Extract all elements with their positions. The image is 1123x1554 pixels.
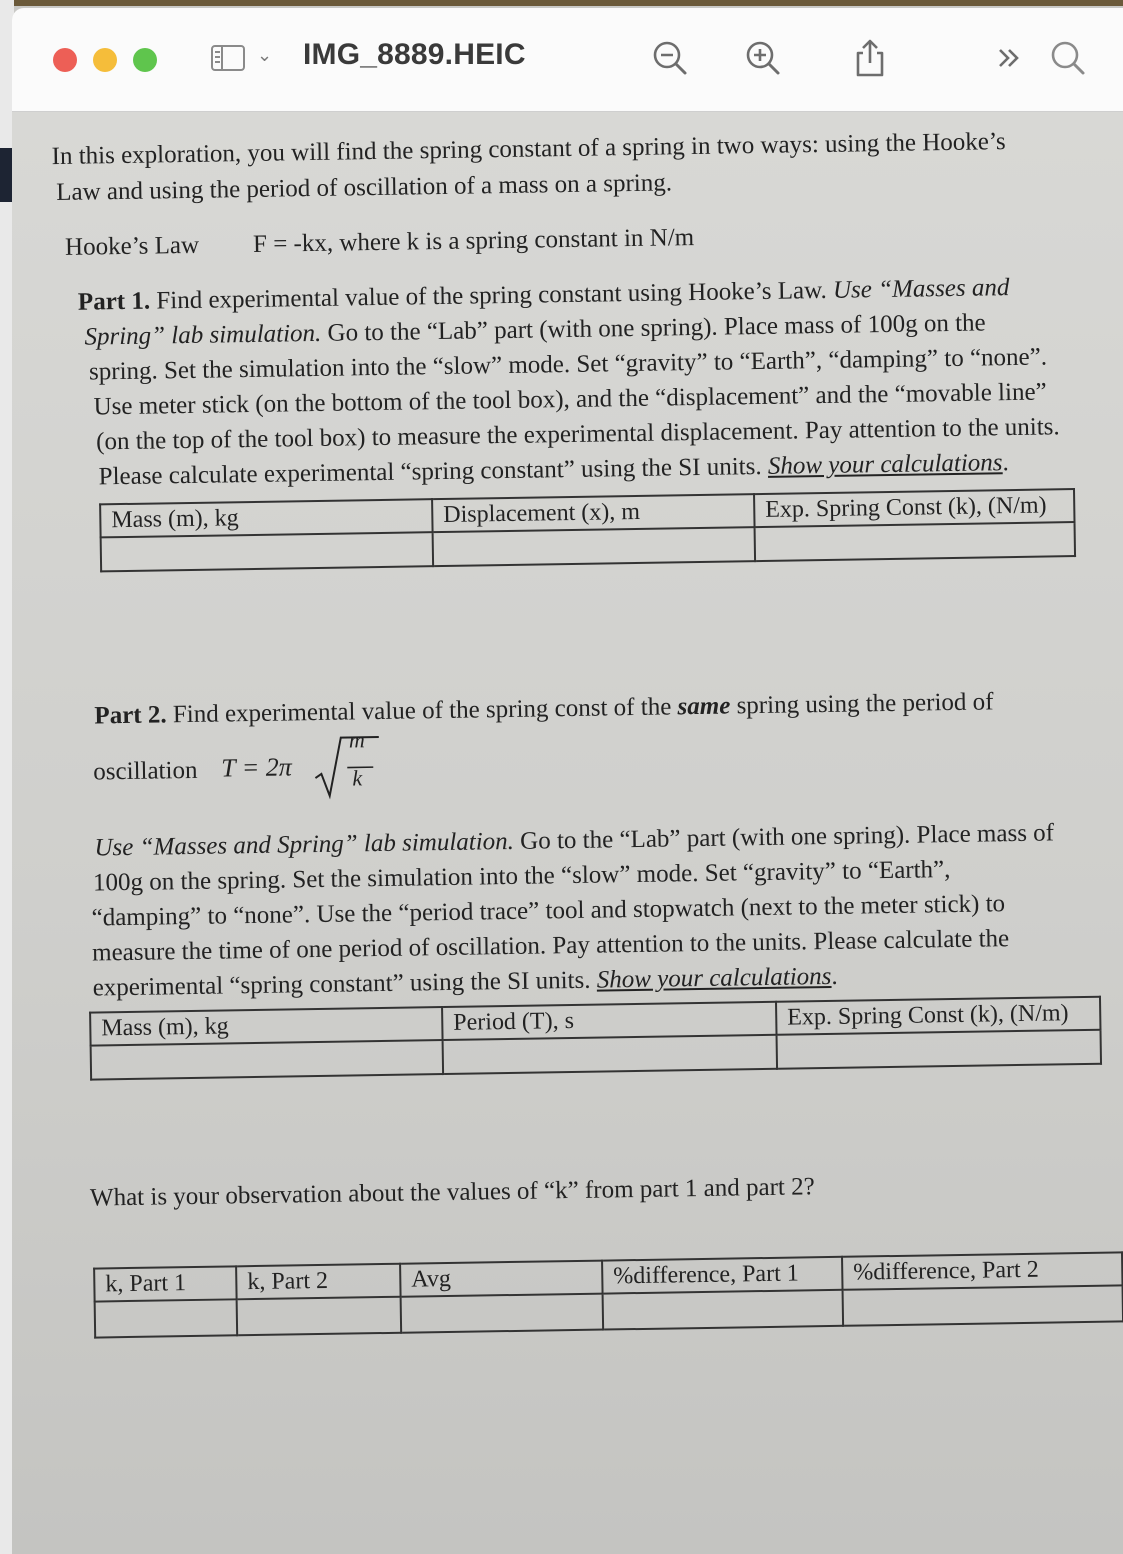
zoom-out-icon[interactable] <box>650 38 690 78</box>
part1-line-5: (on the top of the tool box) to measure the experimental displacement. Pay attention to the units. <box>95 413 1060 456</box>
table-cell[interactable] <box>101 532 433 571</box>
zoom-in-icon[interactable] <box>743 38 783 78</box>
table-header-cell: k, Part 2 <box>236 1264 400 1300</box>
intro-line-2: Law and using the period of oscillation of a mass on a spring. <box>55 169 673 207</box>
part2-line-6: experimental “spring constant” using the SI units. Show your calculations. <box>92 962 838 1002</box>
table-header-cell: k, Part 1 <box>94 1266 237 1301</box>
part2-line-3: 100g on the spring. Set the simulation into the “slow” mode. Set “gravity” to “Earth”, <box>92 856 951 897</box>
worksheet <box>12 103 1123 1554</box>
formula-k: k <box>352 765 363 791</box>
part2-line-4: “damping” to “none”. Use the “period trace” tool and stopwatch (next to the meter stick) to <box>91 890 1006 932</box>
part1-table <box>99 488 1076 572</box>
table-cell[interactable] <box>91 1040 443 1080</box>
formula-numerator <box>349 727 365 753</box>
part2-line-1 <box>94 685 994 733</box>
part2-text: Go to the “Lab” part (with one spring). Place mass of <box>519 819 1055 855</box>
sidebar-toggle-icon[interactable] <box>211 45 245 71</box>
overflow-icon[interactable] <box>990 38 1030 78</box>
period-formula-lhs: T = 2π <box>221 752 293 783</box>
table-header-cell: Period (T), s <box>442 1002 776 1040</box>
desktop-top-strip <box>0 0 1123 6</box>
part1-sim-name: Use “Masses and <box>832 274 1010 304</box>
zoom-button[interactable] <box>133 48 157 72</box>
table-header-cell: Mass (m), kg <box>100 499 432 537</box>
part2-line-5: measure the time of one period of oscillation. Pay attention to the units. Please calculate the <box>91 925 1010 967</box>
part1-line-4: Use meter stick (on the bottom of the tool box), and the “displacement” and the “movable line” <box>93 378 1047 421</box>
observation-question: What is your observation about the values of “k” from part 1 and part 2? <box>89 1173 815 1212</box>
title-bar <box>12 8 1123 112</box>
formula-denominator <box>352 765 362 791</box>
part1-line-3: spring. Set the simulation into the “slow” mode. Set “gravity” to “Earth”, “damping” to “none”. <box>88 343 1048 386</box>
table-header-cell: %difference, Part 2 <box>842 1252 1122 1289</box>
part2-text: experimental “spring constant” using the SI units. <box>92 966 591 1002</box>
part1-heading: Part 1. <box>77 287 151 316</box>
table-header-cell: Mass (m), kg <box>90 1007 442 1046</box>
table-header-cell: Exp. Spring Const (k), (N/m) <box>754 489 1074 527</box>
table-header-cell: %difference, Part 1 <box>602 1257 842 1294</box>
oscillation-label: oscillation <box>93 756 198 786</box>
minimize-button[interactable] <box>93 48 117 72</box>
summary-table <box>93 1251 1123 1338</box>
search-icon[interactable] <box>1047 38 1087 78</box>
part1-text: Go to the “Lab” part (with one spring). Place mass of 100g on the <box>327 309 986 347</box>
part2-text: spring using the period of <box>736 688 994 720</box>
window-title: IMG_8889.HEIC <box>303 38 526 71</box>
part1-line-6: Please calculate experimental “spring constant” using the SI units. Show your calculations. <box>98 449 1010 491</box>
period-formula <box>221 752 292 783</box>
part1-text: Find experimental value of the spring constant using Hooke’s Law. <box>156 276 827 315</box>
table-cell[interactable] <box>433 527 755 566</box>
sqrt-symbol <box>311 733 382 800</box>
table-cell[interactable] <box>755 522 1075 561</box>
table-cell[interactable] <box>401 1294 604 1333</box>
table-cell[interactable] <box>237 1297 402 1336</box>
part2-heading: Part 2. <box>94 701 167 730</box>
part2-table <box>89 996 1102 1081</box>
table-cell[interactable] <box>443 1035 777 1074</box>
part2-sim-name: Use “Masses and Spring” lab simulation. <box>94 827 515 862</box>
table-cell[interactable] <box>603 1290 844 1330</box>
share-icon[interactable] <box>850 38 890 78</box>
hooke-label: Hooke’s Law <box>64 231 200 261</box>
part1-sim-name-cont: Spring” lab simulation. <box>84 319 322 351</box>
table-header-cell: Exp. Spring Const (k), (N/m) <box>776 997 1100 1035</box>
close-button[interactable] <box>53 48 77 72</box>
table-cell[interactable] <box>777 1030 1101 1069</box>
table-header-cell: Avg <box>400 1261 602 1297</box>
formula-m: m <box>348 727 365 753</box>
table-header-cell: Displacement (x), m <box>432 494 754 532</box>
part1-text: Please calculate experimental “spring constant” using the SI units. <box>98 452 762 491</box>
part2-show-calculations: Show your calculations <box>596 962 832 994</box>
chevron-down-icon[interactable]: ⌄ <box>257 45 273 66</box>
part2-text: Find experimental value of the spring const of the <box>172 693 672 729</box>
part1-show-calculations: Show your calculations <box>767 449 1003 480</box>
hooke-formula: F = -kx, where k is a spring constant in N/m <box>252 224 695 258</box>
preview-window <box>12 8 1123 1554</box>
table-cell[interactable] <box>843 1285 1123 1325</box>
document-image <box>12 112 1123 1554</box>
table-cell[interactable] <box>95 1299 238 1337</box>
part2-same: same <box>677 692 731 721</box>
intro-line-1: In this exploration, you will find the spring constant of a spring in two ways: using the Hooke’s <box>51 128 1006 171</box>
